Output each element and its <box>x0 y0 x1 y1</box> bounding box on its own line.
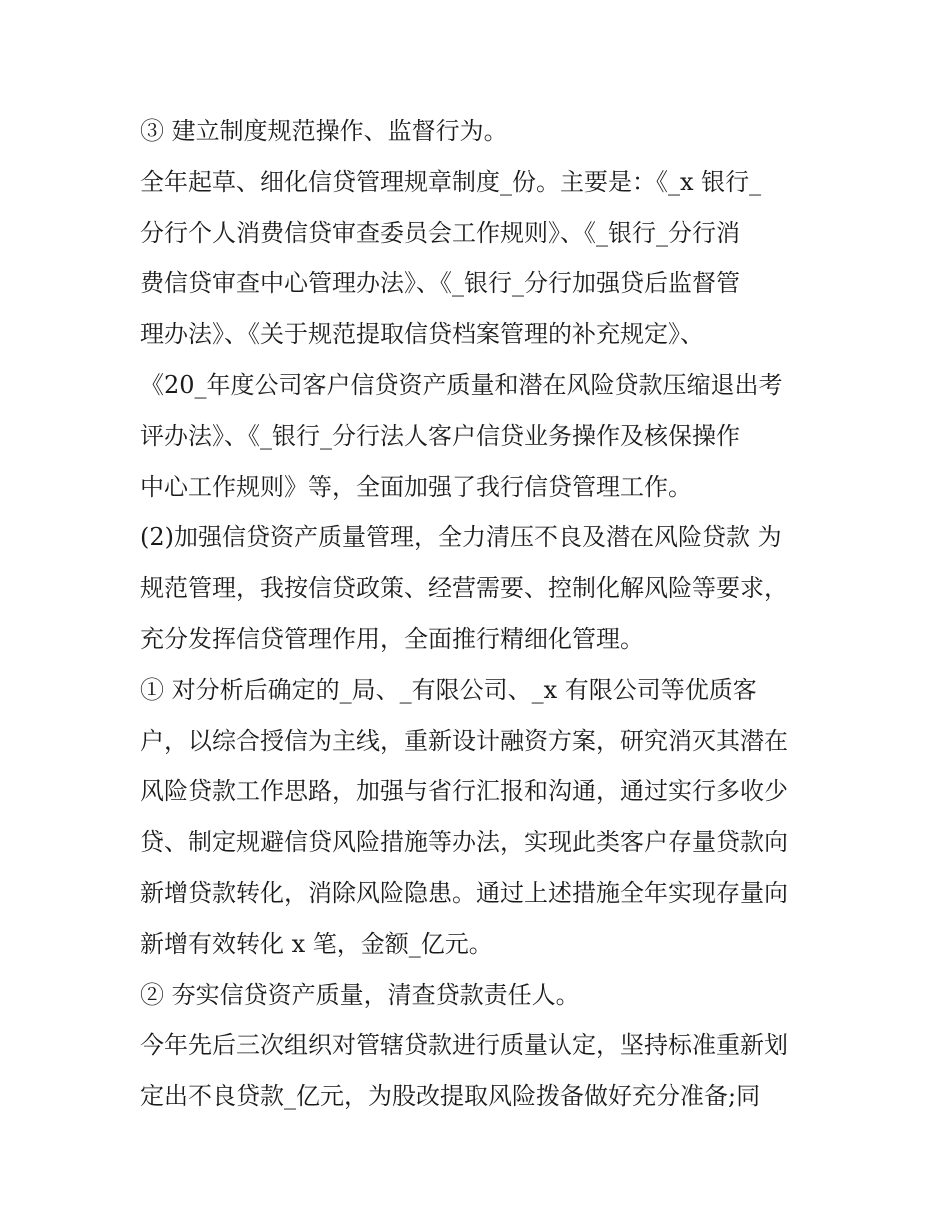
text-line: ① 对分析后确定的_局、_有限公司、_x 有限公司等优质客 <box>140 675 757 704</box>
text-line: 贷、制定规避信贷风险措施等办法，实现此类客户存量贷款向 <box>140 828 788 857</box>
text-line: 中心工作规则》等，全面加强了我行信贷管理工作。 <box>140 472 692 501</box>
text-line: 户，以综合授信为主线，重新设计融资方案，研究消灭其潜在 <box>140 726 788 755</box>
text-line: 充分发挥信贷管理作用，全面推行精细化管理。 <box>140 624 644 653</box>
text-line: 定出不良贷款_亿元，为股改提取风险拨备做好充分准备;同 <box>140 1082 761 1111</box>
text-line: 《20_年度公司客户信贷资产质量和潜在风险贷款压缩退出考 <box>140 370 783 399</box>
text-line: 分行个人消费信贷审查委员会工作规则》、《_银行_分行消 <box>140 218 740 247</box>
text-line: 新增贷款转化，消除风险隐患。通过上述措施全年实现存量向 <box>140 878 788 907</box>
text-line: ③ 建立制度规范操作、监督行为。 <box>140 117 508 145</box>
text-line: 规范管理，我按信贷政策、经营需要、控制化解风险等要求， <box>140 574 788 603</box>
text-line: 全年起草、细化信贷管理规章制度_份。主要是：《_x 银行_ <box>140 167 762 196</box>
text-line: 风险贷款工作思路，加强与省行汇报和沟通，通过实行多收少 <box>140 777 788 806</box>
text-line: 评办法》、《_银行_分行法人客户信贷业务操作及核保操作 <box>140 421 740 450</box>
text-line: 理办法》、《关于规范提取信贷档案管理的补充规定》、 <box>140 320 704 349</box>
text-line: 费信贷审查中心管理办法》、《_银行_分行加强贷后监督管 <box>140 269 740 298</box>
text-line: (2)加强信贷资产质量管理，全力清压不良及潜在风险贷款 为 <box>140 523 782 552</box>
text-line: 今年先后三次组织对管辖贷款进行质量认定，坚持标准重新划 <box>140 1031 788 1060</box>
text-line: ② 夯实信贷资产质量，清查贷款责任人。 <box>140 980 580 1009</box>
document-body <box>140 106 820 1122</box>
text-line: 新增有效转化 x 笔，金额_亿元。 <box>140 929 493 958</box>
